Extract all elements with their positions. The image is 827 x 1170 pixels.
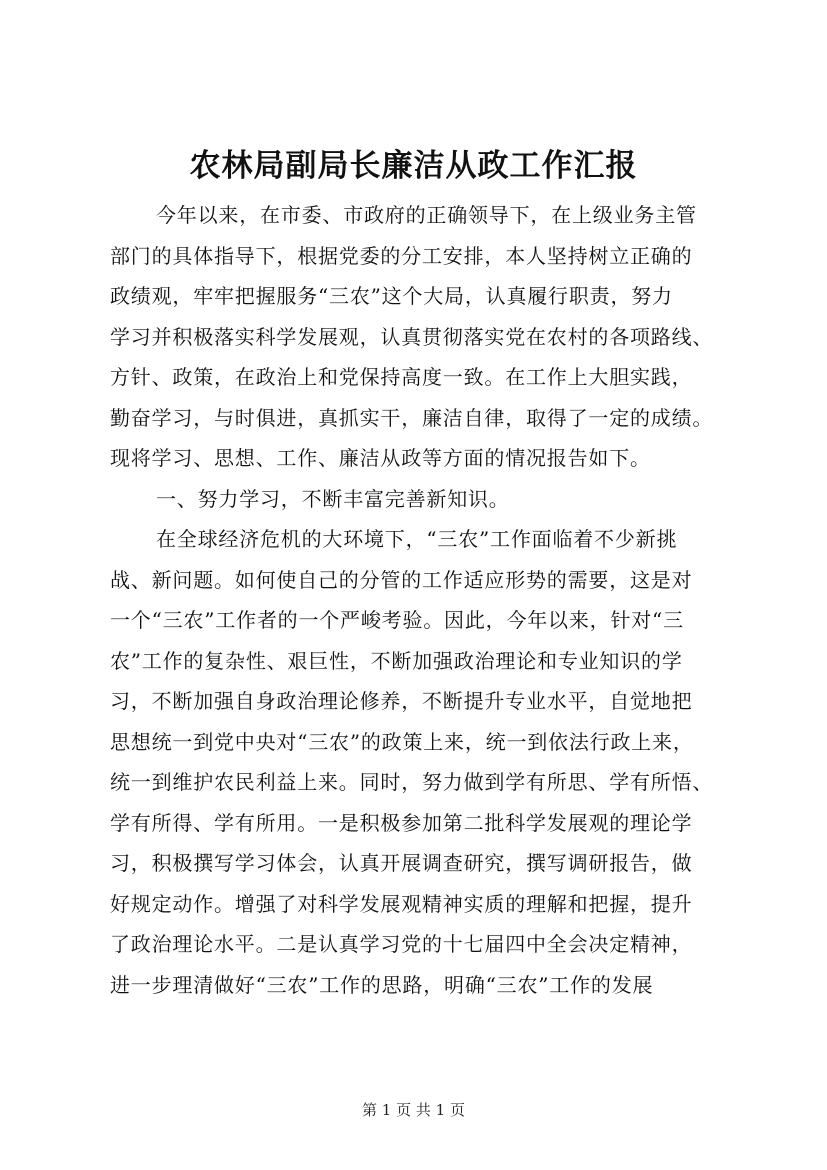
- paragraph-line: 部门的具体指导下，根据党委的分工安排，本人坚持树立正确的: [110, 243, 693, 268]
- paragraph-line: 政绩观，牢牢把握服务“三农”这个大局，认真履行职责，努力: [110, 284, 673, 308]
- paragraph-line: 一个“三农”工作者的一个严峻考验。因此，今年以来，针对“三: [110, 608, 684, 632]
- paragraph-line: 在全球经济危机的大环境下，“三农”工作面临着不少新挑: [156, 527, 678, 551]
- paragraph-line: 现将学习、思想、工作、廉洁从政等方面的情况报告如下。: [110, 446, 651, 470]
- section-heading: 一、努力学习，不断丰富完善新知识。: [156, 486, 510, 511]
- paragraph-line: 好规定动作。增强了对科学发展观精神实质的理解和把握，提升: [110, 891, 693, 916]
- paragraph-line: 学有所得、学有所用。一是积极参加第二批科学发展观的理论学: [110, 810, 693, 835]
- paragraph-line: 学习并积极落实科学发展观，认真贯彻落实党在农村的各项路线、: [110, 324, 714, 349]
- paragraph-line: 习，积极撰写学习体会，认真开展调查研究，撰写调研报告，做: [110, 851, 693, 875]
- paragraph-line: 习，不断加强自身政治理论修养，不断提升专业水平，自觉地把: [110, 689, 693, 713]
- paragraph-line: 勤奋学习，与时俱进，真抓实干，廉洁自律，取得了一定的成绩。: [110, 405, 714, 430]
- paragraph-line: 思想统一到党中央对“三农”的政策上来，统一到依法行政上来，: [110, 729, 694, 754]
- paragraph-line: 今年以来，在市委、市政府的正确领导下，在上级业务主管: [156, 203, 697, 227]
- paragraph-line: 进一步理清做好“三农”工作的思路，明确“三农”工作的发展: [110, 972, 654, 997]
- paragraph-line: 方针、政策，在政治上和党保持高度一致。在工作上大胆实践，: [110, 365, 693, 389]
- paragraph-line: 农”工作的复杂性、艰巨性，不断加强政治理论和专业知识的学: [110, 648, 683, 673]
- paragraph-line: 了政治理论水平。二是认真学习党的十七届四中全会决定精神，: [110, 932, 693, 956]
- paragraph-line: 战、新问题。如何使自己的分管的工作适应形势的需要，这是对: [110, 567, 693, 592]
- document-title: 农林局副局长廉洁从政工作汇报: [189, 148, 638, 184]
- document-body: [110, 195, 730, 1005]
- page-footer: 第 1 页 共 1 页: [362, 1101, 465, 1119]
- paragraph-line: 统一到维护农民利益上来。同时，努力做到学有所思、学有所悟、: [110, 770, 714, 794]
